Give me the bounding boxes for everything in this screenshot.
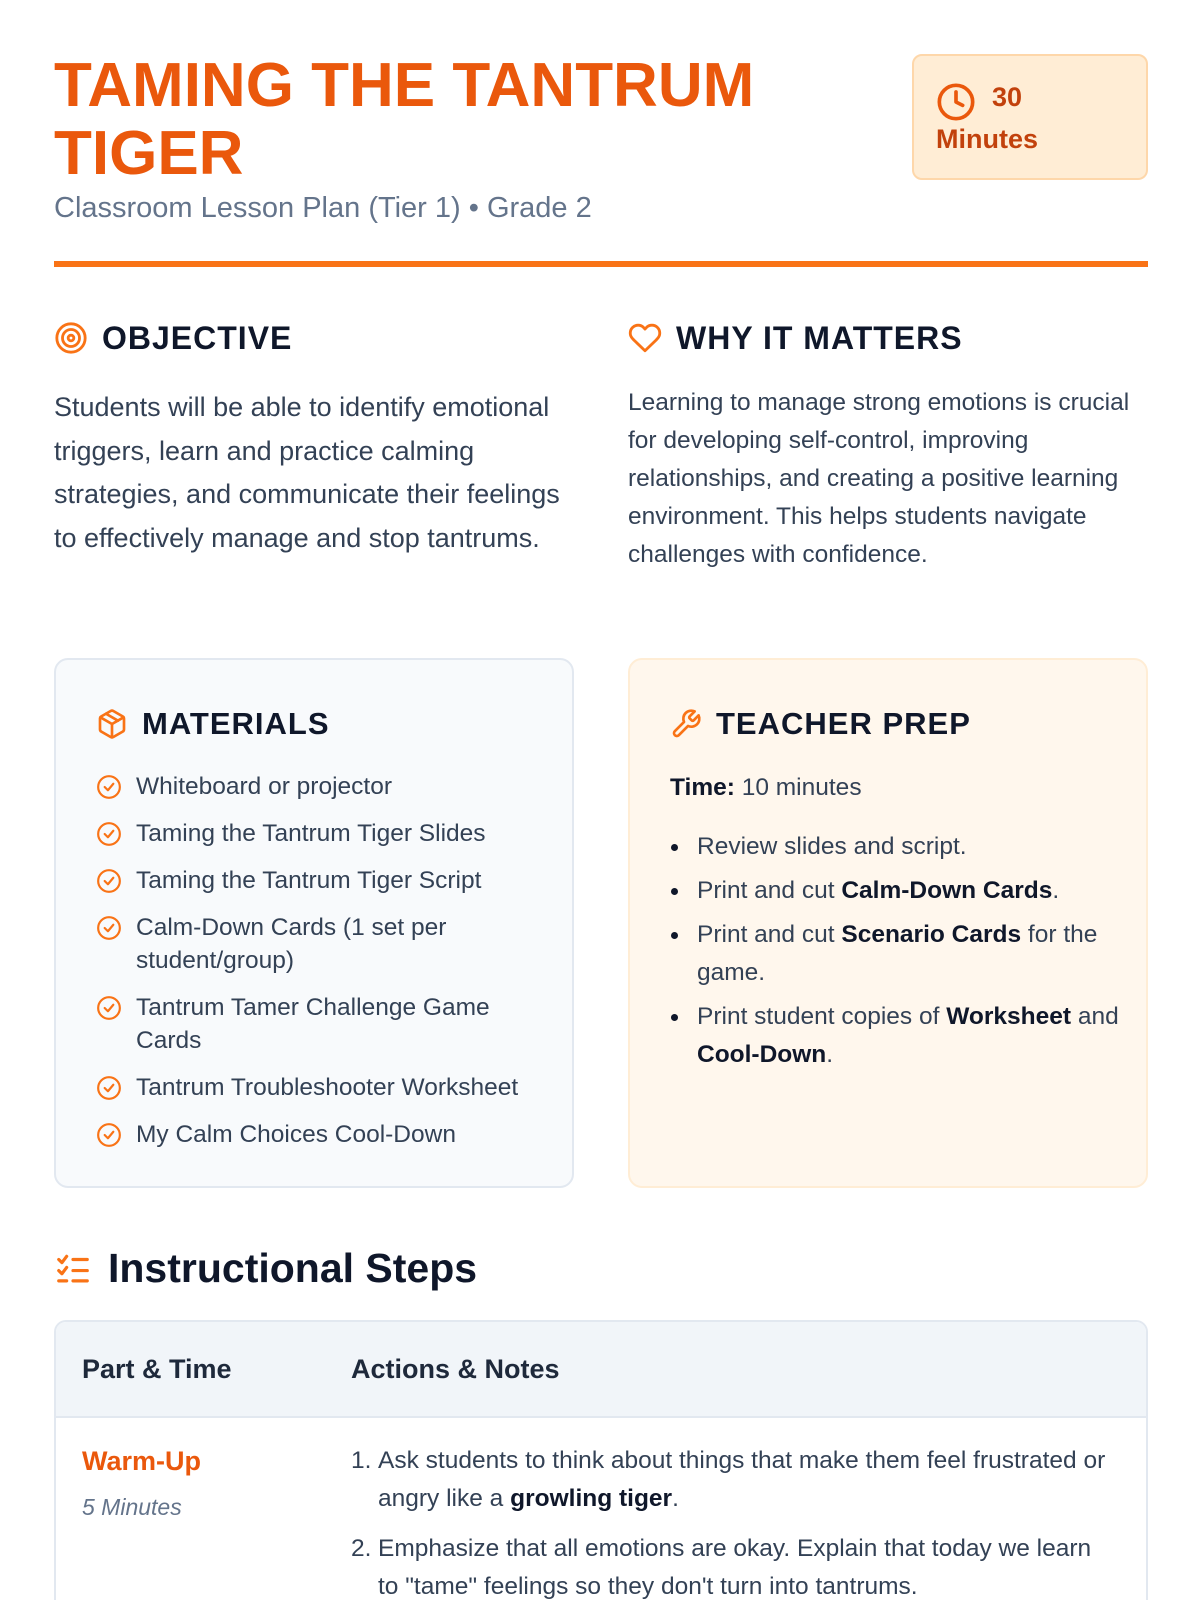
column-header-part-time: Part & Time: [82, 1354, 232, 1384]
list-item: [96, 1071, 546, 1104]
prep-time: [670, 774, 862, 802]
material-label: Taming the Tantrum Tiger Slides: [136, 820, 486, 847]
material-label: Whiteboard or projector: [136, 773, 393, 800]
list-item: [96, 817, 546, 850]
check-circle-icon: [96, 821, 122, 847]
step-part: Warm-Up: [82, 1446, 201, 1476]
check-circle-icon: [96, 995, 122, 1021]
heart-icon: [628, 321, 662, 355]
material-label: Calm-Down Cards (1 set per student/group): [136, 914, 447, 974]
list-item: [670, 998, 1120, 1074]
action-text: Emphasize that all emotions are okay. Explain that today we learn to "tame" feelings so they don't turn into tantrums.: [378, 1535, 1092, 1600]
action-text: Ask students to think about things that make them feel frustrated or angry like a: [378, 1447, 1106, 1512]
materials-heading: MATERIALS: [142, 706, 330, 741]
duration-badge: [912, 54, 1148, 180]
column-header-actions: Actions & Notes: [351, 1354, 560, 1384]
table-header: [56, 1322, 1146, 1418]
duration-number: 30: [992, 82, 1023, 112]
step-duration: 5 Minutes: [82, 1494, 182, 1520]
wrench-icon: [670, 708, 702, 740]
instructional-steps-heading: Instructional Steps: [108, 1245, 478, 1291]
list-item: [351, 1530, 1111, 1600]
check-circle-icon: [96, 868, 122, 894]
action-bold: growling tiger: [510, 1485, 673, 1512]
prep-text: for the game.: [697, 921, 1098, 986]
duration-unit: Minutes: [936, 124, 1039, 154]
list-item: [96, 1118, 546, 1151]
page-title: [54, 52, 834, 188]
objective-text: Students will be able to identify emotional triggers, learn and practice calming strategies, and communicate their feelings to effectively manage and stop tantrums.: [54, 392, 560, 553]
step-actions-list: [351, 1442, 1111, 1600]
prep-text: and: [1071, 1003, 1119, 1030]
lesson-plan-page: [54, 0, 1148, 1600]
action-number: 1.: [351, 1447, 372, 1474]
list-item: [96, 864, 546, 897]
why-heading: WHY IT MATTERS: [676, 319, 963, 356]
materials-list: [96, 770, 546, 1165]
list-item: [670, 828, 1120, 866]
prep-bold: Cool-Down: [697, 1041, 827, 1068]
check-circle-icon: [96, 1075, 122, 1101]
steps-table: [54, 1320, 1148, 1600]
why-section: [628, 318, 1148, 574]
clock-icon: [936, 82, 976, 122]
prep-time-value: 10 minutes: [741, 774, 862, 801]
action-number: 2.: [351, 1535, 372, 1562]
list-item: [670, 872, 1120, 910]
check-circle-icon: [96, 915, 122, 941]
prep-text: Print and cut: [697, 921, 842, 948]
objective-heading: OBJECTIVE: [102, 319, 293, 356]
list-item: [96, 991, 546, 1057]
target-icon: [54, 321, 88, 355]
prep-text: Print student copies of: [697, 1003, 947, 1030]
action-text: .: [672, 1485, 679, 1512]
instructional-steps-header: [54, 1245, 477, 1292]
check-circle-icon: [96, 774, 122, 800]
check-circle-icon: [96, 1122, 122, 1148]
title-line-2: TIGER: [54, 119, 244, 188]
material-label: Tantrum Tamer Challenge Game Cards: [136, 994, 490, 1054]
prep-time-label: Time:: [670, 774, 735, 801]
material-label: My Calm Choices Cool-Down: [136, 1121, 456, 1148]
header-divider: [54, 261, 1148, 267]
prep-text: Print and cut: [697, 877, 842, 904]
materials-card: [54, 658, 574, 1188]
prep-bold: Scenario Cards: [841, 921, 1022, 948]
material-label: Taming the Tantrum Tiger Script: [136, 867, 482, 894]
prep-text: .: [826, 1041, 834, 1068]
list-item: [96, 770, 546, 803]
teacher-prep-heading: TEACHER PREP: [716, 706, 971, 741]
why-text: Learning to manage strong emotions is crucial for developing self-control, improving relationships, and creating a positive learning environment. This helps students navigate challenges with confidence.: [628, 389, 1130, 568]
list-checks-icon: [54, 1250, 92, 1288]
prep-text: .: [1052, 877, 1060, 904]
prep-list: [670, 828, 1120, 1080]
prep-bold: Worksheet: [946, 1003, 1072, 1030]
page-subtitle: Classroom Lesson Plan (Tier 1) • Grade 2: [54, 192, 592, 224]
package-icon: [96, 708, 128, 740]
title-line-1: TAMING THE TANTRUM: [54, 51, 755, 120]
list-item: [351, 1442, 1111, 1518]
list-item: [96, 911, 546, 977]
prep-text: Review slides and script.: [697, 833, 967, 860]
objective-section: [54, 318, 574, 560]
prep-bold: Calm-Down Cards: [841, 877, 1053, 904]
material-label: Tantrum Troubleshooter Worksheet: [136, 1074, 519, 1101]
header: [54, 0, 1148, 268]
list-item: [670, 916, 1120, 992]
teacher-prep-card: [628, 658, 1148, 1188]
